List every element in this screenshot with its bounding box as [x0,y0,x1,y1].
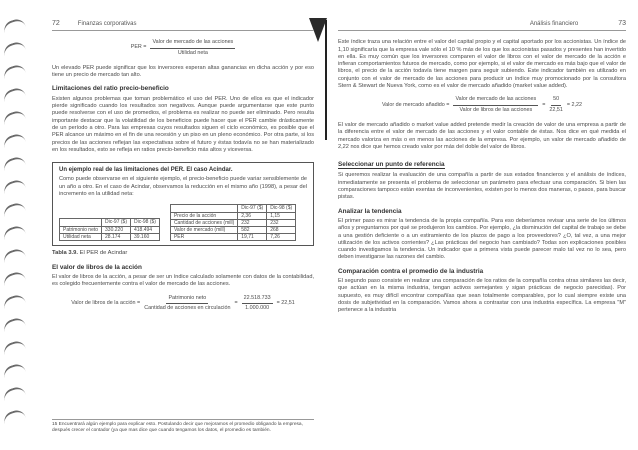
book-formula-lhs: Valor de libros de la acción = [71,299,141,306]
per-formula-fraction [150,39,235,57]
table-header-cell: Dic-97 ($) [102,219,131,226]
table-cell: Cantidad de acciones (mill) [170,219,237,226]
table-cell: Patrimonio neto [60,226,102,233]
acindar-example-box [52,162,314,246]
spiral-binding [0,10,30,450]
per-formula-lhs: PER = [130,44,147,51]
left-paragraph-2: Existen algunos problemas que toman problemático el uso del PER. Uno de ellos es que el indicador pierde significado cuando los resultados son negativos. Aunque puede argumentarse que este punto puede resolverse con el uso de promedios, el problema es realizar no puede ser eliminado. Pero resulta importante destacar que la volatilidad de los beneficios puede hacer que el PER cambie drásticamente de un período a otro. Para las empresas cuyos resultados siguen el ciclo económico, es posible que el PER alcance un máximo en el fin de una recesión y un piso en un pleno económico. Por otra parte, si los precios de las acciones reflejan las expectativas sobre el futuro y éstas todavía no se han materializado en los resultados, esto se refleja en ratios precio-beneficio más altos y viceversa. [52,95,314,153]
right-running-head [338,20,626,31]
table-cell: 19,71 [238,234,267,241]
right-heading-reference: Seleccionar un punto de referencia [338,161,445,169]
book-formula-fraction [144,295,230,313]
left-paragraph-1: Un elevado PER puede significar que los inversores esperan altas ganancias en dicha acción y por eso tiene un precio de mercado tan alto. [52,64,314,79]
per-formula [52,39,314,57]
table-cell: 268 [267,226,296,233]
table-cell: 7,26 [267,234,296,241]
right-paragraph-4: El primer paso es mirar la tendencia de la propia compañía. Para eso deberíamos revisar una serie de los últimos años y preguntarnos por qué se produjeron los cambios. Por ejemplo, ¿la disminución del capital de trabajo se debe a una gestión deficiente o a un estiramiento de los plazos de pago a los proveedores? ¿O, tal vez, a una mejor utilización de los activos corrientes? ¿Las prácticas del negocio han cambiado? Todas son explicaciones posibles cuando investigamos la tendencia. Un indicador que a primera vista puede parecer malo tal vez no lo sea, pero deben investigarse las razones del cambio. [338,217,626,261]
table-header-cell [170,205,237,212]
mva-formula-numerator: Valor de mercado de las acciones [453,96,538,105]
left-page-number: 72 [52,20,60,27]
table-row [170,226,295,233]
acindar-table-market [170,204,296,241]
mva-formula-eq: = [542,101,546,108]
right-paragraph-2: El valor de mercado añadido o market value added pretende medir la creación de valor de una empresa a partir de la diferencia entre el valor de mercado de las acciones y el valor contable de éstas. Nos dice en qué medida el mercado valoriza en más o en menos las acciones de la empresa. Por ejemplo, un valor de mercado añadido de 2,22 nos dice que hemos creado valor por más del doble del valor de libros. [338,121,626,150]
mva-formula-lhs: Valor de mercado añadido = [381,101,450,108]
right-running-title: Análisis financiero [529,21,579,27]
table-cell: 28.174 [102,234,131,241]
left-running-title: Finanzas corporativas [77,21,137,27]
acindar-table-equity [59,218,160,241]
table-row [170,205,295,212]
left-running-head [52,20,314,31]
mva-formula-values [549,96,563,114]
mva-formula-fraction [453,96,538,114]
per-formula-denominator: Utilidad neta [177,49,208,56]
table-header-cell: Dic-98 ($) [130,219,159,226]
table-cell: 1,15 [267,212,296,219]
table-cell: 418.494 [130,226,159,233]
table-cell: 39.160 [130,234,159,241]
book-formula-numerator: Patrimonio neto [166,295,208,304]
right-page-number: 73 [618,20,626,27]
table-row [60,219,160,226]
book-formula-eq: = [234,299,238,306]
table-cell: 582 [238,226,267,233]
left-footnote: 15 Encuentrará algún ejemplo para explicar esto. Postulando decir que mejoramos el promedio obligando la empresa, después crecer el contador (ya que mas dice que cuando tengamos los datos, el promedio es también. [52,419,314,434]
table-row [60,234,160,241]
table-row [170,212,295,219]
per-formula-numerator: Valor de mercado de las acciones [150,39,235,48]
table-cell: PER [170,234,237,241]
book-value-formula [52,295,314,313]
table-row [170,234,295,241]
mva-formula-num-value: 50 [551,96,561,105]
mva-formula-result: = 2,22 [566,101,583,108]
book-formula-values [242,295,273,313]
table-cell: 2,36 [238,212,267,219]
right-paragraph-3: Si queremos realizar la evaluación de una compañía a partir de sus estados financieros y el análisis de índices, inmediatamente se presenta el problema de seleccionar un parámetro para efectuar una comparación. Si bien las comparaciones tampoco están exentas de inconvenientes, existen por lo menos dos maneras, o pasos, para buscar pistas. [338,172,626,201]
table-header-cell [60,219,102,226]
right-page [338,20,626,440]
caption-label: Tabla 3.9. [52,250,78,257]
left-heading-limitations: Limitaciones del ratio precio-beneficio [52,85,169,93]
table-cell: 232 [267,219,296,226]
book-formula-denominator: Cantidad de acciones en circulación [144,304,231,311]
table-cell: Utilidad neta [60,234,102,241]
right-heading-industry: Comparación contra el promedio de la industria [338,267,484,275]
acindar-box-text: Como puede observarse en el siguiente ejemplo, el precio-beneficio puede variar sensiblemente de un año a otro. En el caso de Acindar, observamos la reducción en el mismo año (1998), a pesar del incremento en la utilidad neta: [59,176,307,198]
acindar-box-title: Un ejemplo real de las limitaciones del PER. El caso Acindar. [59,167,233,174]
right-heading-trend: Analizar la tendencia [338,207,402,215]
left-page [52,20,314,440]
table-cell: 330.220 [102,226,131,233]
right-paragraph-5: El segundo paso consiste en realizar una comparación de los ratios de la compañía contra otras similares las decir, que actúan en la misma industria, tengan activos semejantes y sigan prácticas de negocio parecidas). Por supuesto, es muy difícil encontrar compañías que sean totalmente comparables, por lo cual siempre existe una dosis de subjetividad en la comparación. Vamos ahora a contrastar con una industria específica. La empresa "M" pertenece a la industria [338,278,626,314]
mva-formula-denominator: Valor de libros de las acciones [459,106,533,113]
table-cell: Valor de mercado (mill) [170,226,237,233]
table-cell: 232 [238,219,267,226]
table-header-cell: Dic-98 ($) [267,205,296,212]
book-formula-den-value: 1.000.000 [245,304,270,311]
book-formula-result: = 22,51 [276,299,295,306]
table-row [170,219,295,226]
table-cell: Precio de la acción [170,212,237,219]
table-caption [52,250,314,257]
left-paragraph-3: El valor de libros de la acción, a pesar de ser un índice calculado solamente con datos de la contabilidad, es colegido frecuentemente contra el valor de mercado de las acciones. [52,273,314,288]
mva-formula [338,96,626,114]
table-header-cell: Dic-97 ($) [238,205,267,212]
mva-formula-den-value: 22,51 [549,106,563,113]
right-paragraph-1: Este índice traza una relación entre el valor del capital propio y el capital aportado por los accionistas. Un índice de 1,10 significaría que la empresa vale sólo el 10 % más de los que los accionistas pasados y presentes han invertido en ella. Es muy común que los inversores comparen el valor de libros con el valor de mercado de la acción e infieran comportamientos futuros de mercado, como por ejemplo, si el valor de mercado es más bajo que el valor de libros, el precio de la acción todavía tiene margen para seguir subiendo. Este indicador también es utilizado en conjunto con el valor de mercado de las acciones para producir un índice muy promocionado por la consultora Stern & Stewart de Nueva York, como es el valor de mercado añadido (market value added). [338,39,626,90]
gutter-mark-line [325,20,327,140]
caption-text: El PER de Acindar [79,250,128,257]
book-formula-num-value: 22.518.733 [242,295,273,304]
acindar-tables [59,204,307,241]
table-row [60,226,160,233]
left-heading-book-value: El valor de libros de la acción [52,263,142,271]
